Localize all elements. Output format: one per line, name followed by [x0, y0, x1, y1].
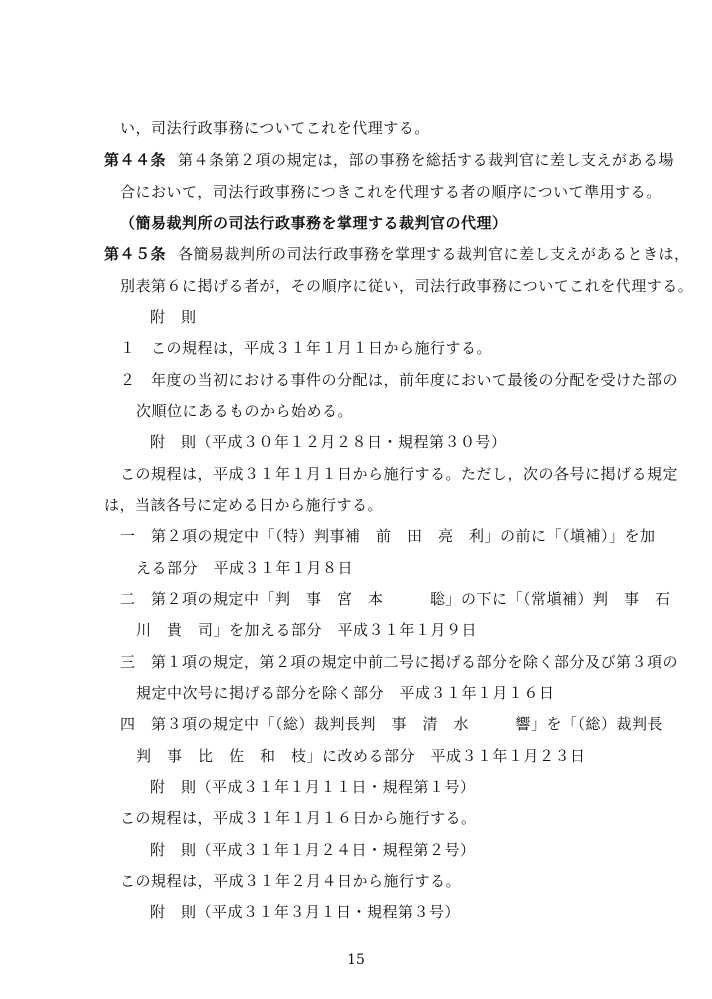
article-44	[104, 150, 674, 170]
text-line: 別表第６に掲げる者が，その順序に従い，司法行政事務についてこれを代理する。	[120, 277, 694, 295]
article-text: 各簡易裁判所の司法行政事務を掌理する裁判官に差し支えがあるときは，	[178, 245, 690, 263]
supplementary-heading: 附 則（平成３１年１月２４日・規程第２号）	[150, 841, 476, 859]
article-text: 第４条第２項の規定は，部の事務を総括する裁判官に差し支えがある場	[178, 151, 675, 169]
supplementary-heading: 附 則（平成３０年１２月２８日・規程第３０号）	[150, 433, 507, 451]
text-line: い，司法行政事務についてこれを代理する。	[120, 119, 430, 137]
text-line: 合において，司法行政事務につきこれを代理する者の順序について準用する。	[120, 183, 662, 201]
section-heading: （簡易裁判所の司法行政事務を掌理する裁判官の代理）	[120, 214, 508, 232]
text-line: 判 事 比 佐 和 枝」に改める部分 平成３１年１月２３日	[136, 747, 586, 765]
text-line: 規定中次号に掲げる部分を除く部分 平成３１年１月１６日	[136, 684, 555, 702]
list-item: ２ 年度の当初における事件の分配は，前年度において最後の分配を受けた部の	[120, 371, 679, 389]
list-item: 三 第１項の規定，第２項の規定中前二号に掲げる部分を除く部分及び第３項の	[120, 653, 679, 671]
supplementary-heading: 附 則（平成３１年１月１１日・規程第１号）	[150, 778, 476, 796]
text-line: 次順位にあるものから始める。	[136, 402, 354, 420]
list-item: １ この規程は，平成３１年１月１日から施行する。	[120, 339, 493, 357]
list-item: 二 第２項の規定中「判 事 宮 本 聡」の下に「（常塡補）判 事 石	[120, 590, 671, 608]
text-line: は，当該各号に定める日から施行する。	[104, 496, 384, 514]
text-line: この規程は，平成３１年２月４日から施行する。	[120, 872, 462, 890]
article-45	[104, 244, 690, 264]
article-number: 第４４条	[104, 151, 167, 169]
text-line: える部分 平成３１年１月８日	[136, 559, 354, 577]
list-item: 四 第３項の規定中「（総）裁判長判 事 清 水 響」を「（総）裁判長	[120, 715, 664, 733]
text-line: この規程は，平成３１年１月１６日から施行する。	[120, 809, 477, 827]
text-line: この規程は，平成３１年１月１日から施行する。ただし，次の各号に掲げる規定	[120, 465, 679, 483]
supplementary-heading: 附 則（平成３１年３月１日・規程第３号）	[150, 903, 461, 921]
article-number: 第４５条	[104, 245, 167, 263]
page-number: 15	[347, 952, 365, 968]
supplementary-heading: 附 則	[150, 308, 197, 326]
list-item: 一 第２項の規定中「（特）判事補 前 田 亮 利」の前に「（塡補）」を加	[120, 527, 656, 545]
text-line: 川 貴 司」を加える部分 平成３１年１月９日	[136, 621, 478, 639]
